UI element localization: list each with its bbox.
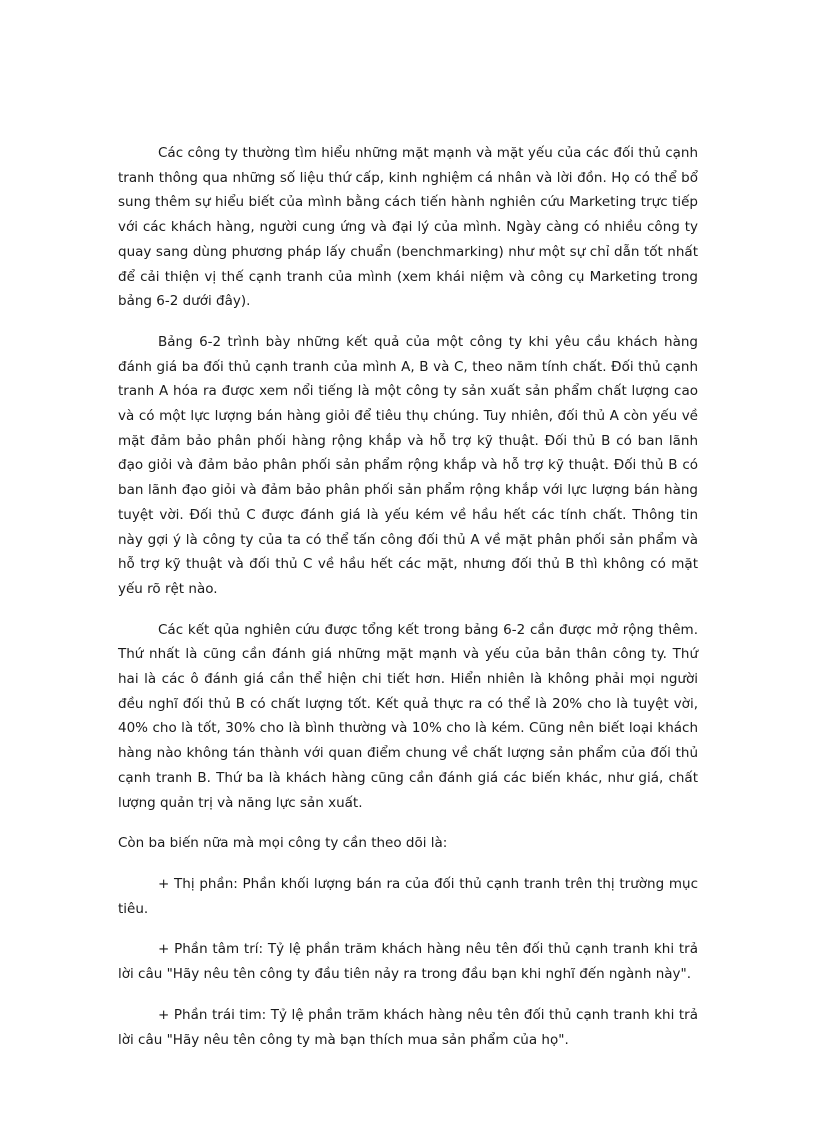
document-body: [118, 141, 698, 1068]
paragraph-research-extension: Các kết qủa nghiên cứu được tổng kết trong bảng 6-2 cần được mở rộng thêm. Thứ nhất là cũng cần đánh giá những mặt mạnh và yếu của bản thân công ty. Thứ hai là các ô đánh giá cần thể hiện chi tiết hơn. Hiển nhiên là không phải mọi người đều nghĩ đối thủ B có chất lượng tốt. Kết quả thực ra có thể là 20% cho là tuyệt vời, 40% cho là tốt, 30% cho là bình thường và 10% cho là kém. Cũng nên biết loại khách hàng nào không tán thành với quan điểm chung về chất lượng sản phẩm của đối thủ cạnh tranh B. Thứ ba là khách hàng cũng cần đánh giá các biến khác, như giá, chất lượng quản trị và năng lực sản xuất.: [118, 621, 698, 811]
paragraph-competitor-research: Các công ty thường tìm hiểu những mặt mạnh và mặt yếu của các đối thủ cạnh tranh thông qua những số liệu thứ cấp, kinh nghiệm cá nhân và lời đồn. Họ có thể bổ sung thêm sự hiểu biết của mình bằng cách tiến hành nghiên cứu Marketing trực tiếp với các khách hàng, người cung ứng và đại lý của mình. Ngày càng có nhiều công ty quay sang dùng phương pháp lấy chuẩn (benchmarking) như một sự chỉ dẫn tốt nhất để cải thiện vị thế cạnh tranh của mình (xem khái niệm và công cụ Marketing trong bảng 6-2 dưới đây).: [118, 145, 698, 310]
paragraph-table-6-2-results: Bảng 6-2 trình bày những kết quả của một công ty khi yêu cầu khách hàng đánh giá ba đối thủ cạnh tranh của mình A, B và C, theo năm tính chất. Đối thủ cạnh tranh A hóa ra được xem nổi tiếng là một công ty sản xuất sản phẩm chất lượng cao và có một lực lượng bán hàng giỏi để tiêu thụ chúng. Tuy nhiên, đối thủ A còn yếu về mặt đảm bảo phân phối hàng rộng khắp và hỗ trợ kỹ thuật. Đối thủ B có ban lãnh đạo giỏi và đảm bảo phân phối sản phẩm rộng khắp và hỗ trợ kỹ thuật. Đối thủ B có ban lãnh đạo giỏi và đảm bảo phân phối sản phẩm rộng khắp với lực lượng bán hàng tuyệt vời. Đối thủ C được đánh giá là yếu kém về hầu hết các tính chất. Thông tin này gợi ý là công ty của ta có thể tấn công đối thủ A về mặt phân phối sản phẩm và hỗ trợ kỹ thuật và đối thủ C về hầu hết các mặt, nhưng đối thủ B thì không có mặt yếu rõ rệt nào.: [118, 333, 698, 597]
bullet-heart-share: + Phần trái tim: Tỷ lệ phần trăm khách hàng nêu tên đối thủ cạnh tranh khi trả lời câu "Hãy nêu tên công ty mà bạn thích mua sản phẩm của họ".: [118, 1006, 698, 1048]
bullet-mind-share: + Phần tâm trí: Tỷ lệ phần trăm khách hàng nêu tên đối thủ cạnh tranh khi trả lời câu "Hãy nêu tên công ty đầu tiên nảy ra trong đầu bạn khi nghĩ đến ngành này".: [118, 941, 698, 983]
bullet-market-share: + Thị phần: Phần khối lượng bán ra của đối thủ cạnh tranh trên thị trường mục tiêu.: [118, 875, 698, 917]
intro-three-variables: Còn ba biến nữa mà mọi công ty cần theo dõi là:: [118, 835, 448, 852]
